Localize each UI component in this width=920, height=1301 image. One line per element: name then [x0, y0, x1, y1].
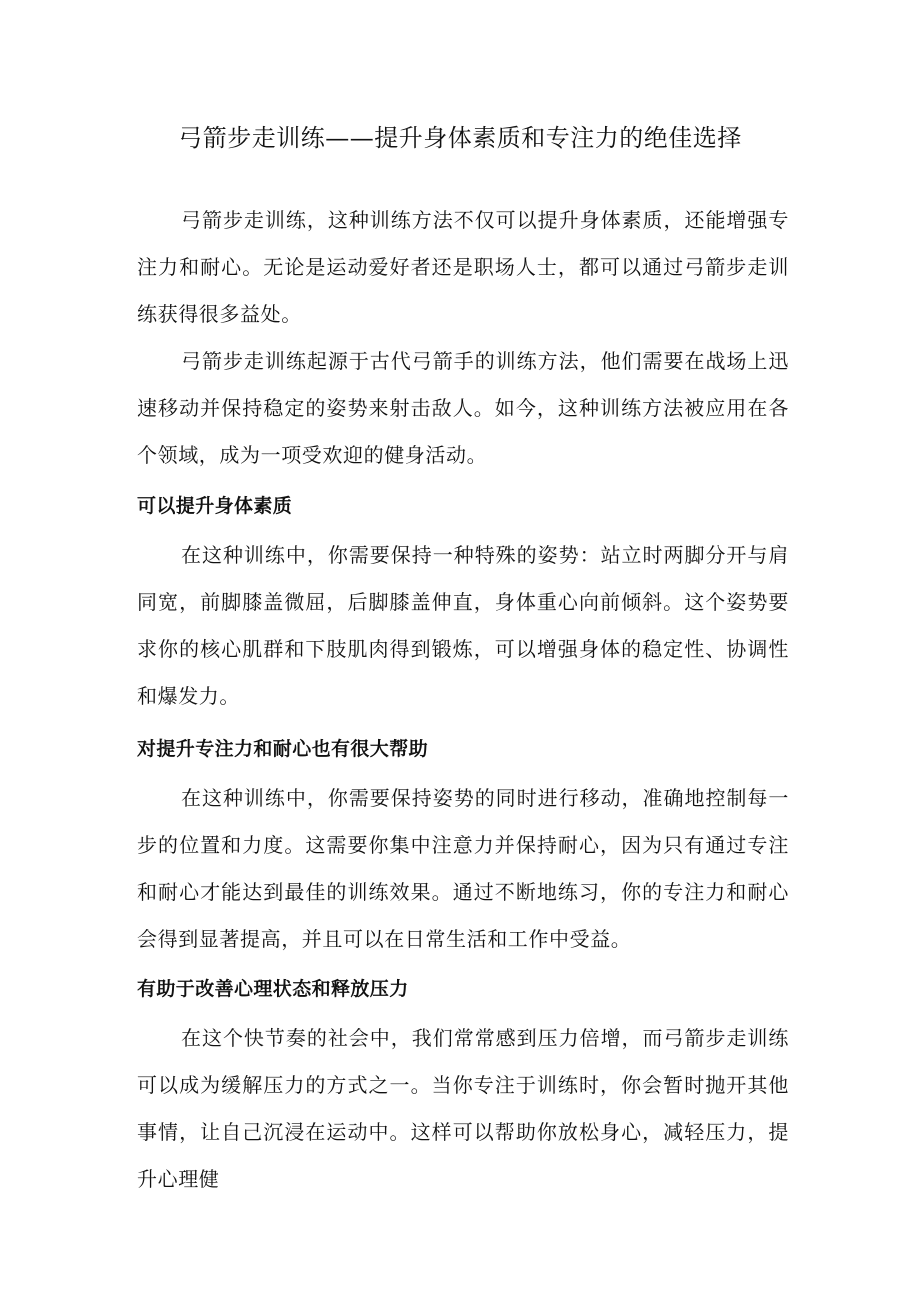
physical-paragraph: 在这种训练中，你需要保持一种特殊的姿势：站立时两脚分开与肩同宽，前脚膝盖微屈，后脚膝盖伸直，身体重心向前倾斜。这个姿势要求你的核心肌群和下肢肌肉得到锻炼，可以增强身体的稳定性、协调性和爆发力。	[137, 543, 789, 708]
section-heading-focus: 对提升专注力和耐心也有很大帮助	[137, 738, 429, 760]
stress-paragraph: 在这个快节奏的社会中，我们常常感到压力倍增，而弓箭步走训练可以成为缓解压力的方式之一。当你专注于训练时，你会暂时抛开其他事情，让自己沉浸在运动中。这样可以帮助你放松身心，减轻压力，提升心理健	[137, 1026, 789, 1191]
section-heading-stress: 有助于改善心理状态和释放压力	[137, 978, 409, 1000]
intro-paragraph: 弓箭步走训练，这种训练方法不仅可以提升身体素质，还能增强专注力和耐心。无论是运动爱好者还是职场人士，都可以通过弓箭步走训练获得很多益处。	[137, 208, 789, 326]
section-heading-physical: 可以提升身体素质	[137, 495, 293, 517]
focus-paragraph: 在这种训练中，你需要保持姿势的同时进行移动，准确地控制每一步的位置和力度。这需要你集中注意力并保持耐心，因为只有通过专注和耐心才能达到最佳的训练效果。通过不断地练习，你的专注力和耐心会得到显著提高，并且可以在日常生活和工作中受益。	[137, 786, 789, 951]
document-title: 弓箭步走训练——提升身体素质和专注力的绝佳选择	[178, 124, 742, 152]
origin-paragraph: 弓箭步走训练起源于古代弓箭手的训练方法，他们需要在战场上迅速移动并保持稳定的姿势来射击敌人。如今，这种训练方法被应用在各个领域，成为一项受欢迎的健身活动。	[137, 349, 789, 467]
